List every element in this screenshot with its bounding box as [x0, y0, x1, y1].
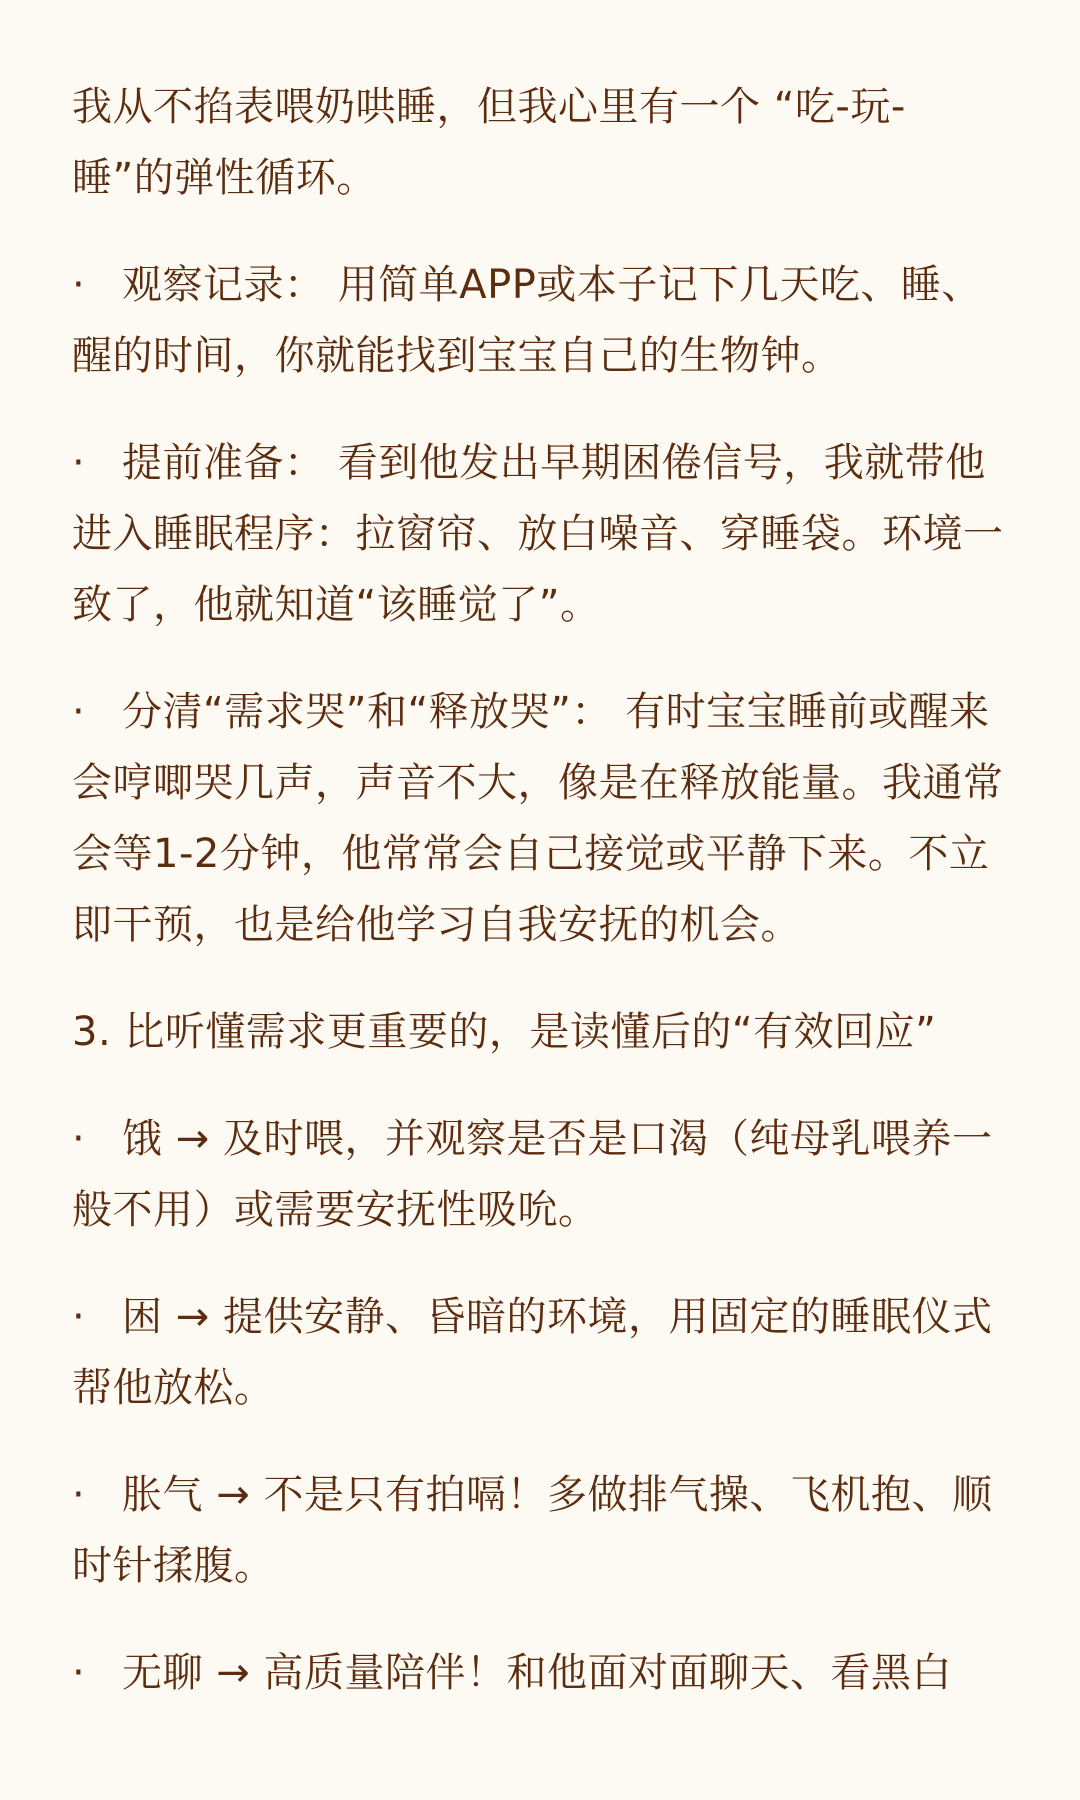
bullet-bored: [72, 1638, 1008, 1709]
intro-paragraph: [72, 72, 1008, 214]
paragraph-text: 我从不掐表喂奶哄睡，但我心里有一个 “吃-玩-睡”的弹性循环。: [72, 84, 906, 201]
paragraph-text: 胀气 → 不是只有拍嗝！多做排气操、飞机抱、顺时针揉腹。: [72, 1472, 993, 1589]
bullet-gassy: [72, 1460, 1008, 1602]
bullet-dot: ·: [72, 1116, 86, 1162]
paragraph-text: 观察记录： 用简单APP或本子记下几天吃、睡、醒的时间，你就能找到宝宝自己的生物钟。: [72, 262, 982, 379]
bullet-distinguish-cries: [72, 677, 1008, 961]
bullet-prepare-ahead: [72, 428, 1008, 641]
paragraph-text: 提前准备： 看到他发出早期困倦信号，我就带他进入睡眠程序：拉窗帘、放白噪音、穿睡袋。环境一致了，他就知道“该睡觉了”。: [72, 440, 1004, 628]
paragraph-text: 困 → 提供安静、昏暗的环境，用固定的睡眠仪式帮他放松。: [72, 1294, 993, 1411]
section-heading: [72, 997, 1008, 1068]
bullet-dot: ·: [72, 440, 86, 486]
bullet-sleepy: [72, 1282, 1008, 1424]
bullet-dot: ·: [72, 1650, 86, 1696]
bullet-dot: ·: [72, 1294, 86, 1340]
paragraph-text: 分清“需求哭”和“释放哭”： 有时宝宝睡前或醒来会哼唧哭几声，声音不大，像是在释放能量。我通常会等1-2分钟，他常常会自己接觉或平静下来。不立即干预，也是给他学习自我安抚的机会。: [72, 689, 1004, 948]
bullet-dot: ·: [72, 1472, 86, 1518]
bullet-observe-record: [72, 250, 1008, 392]
heading-text: 3. 比听懂需求更重要的，是读懂后的“有效回应”: [72, 1009, 937, 1055]
paragraph-text: 饿 → 及时喂，并观察是否是口渴（纯母乳喂养一般不用）或需要安抚性吸吮。: [72, 1116, 993, 1233]
paragraph-text: 无聊 → 高质量陪伴！和他面对面聊天、看黑白: [122, 1650, 952, 1696]
bullet-dot: ·: [72, 262, 86, 308]
bullet-hungry: [72, 1104, 1008, 1246]
bullet-dot: ·: [72, 689, 86, 735]
